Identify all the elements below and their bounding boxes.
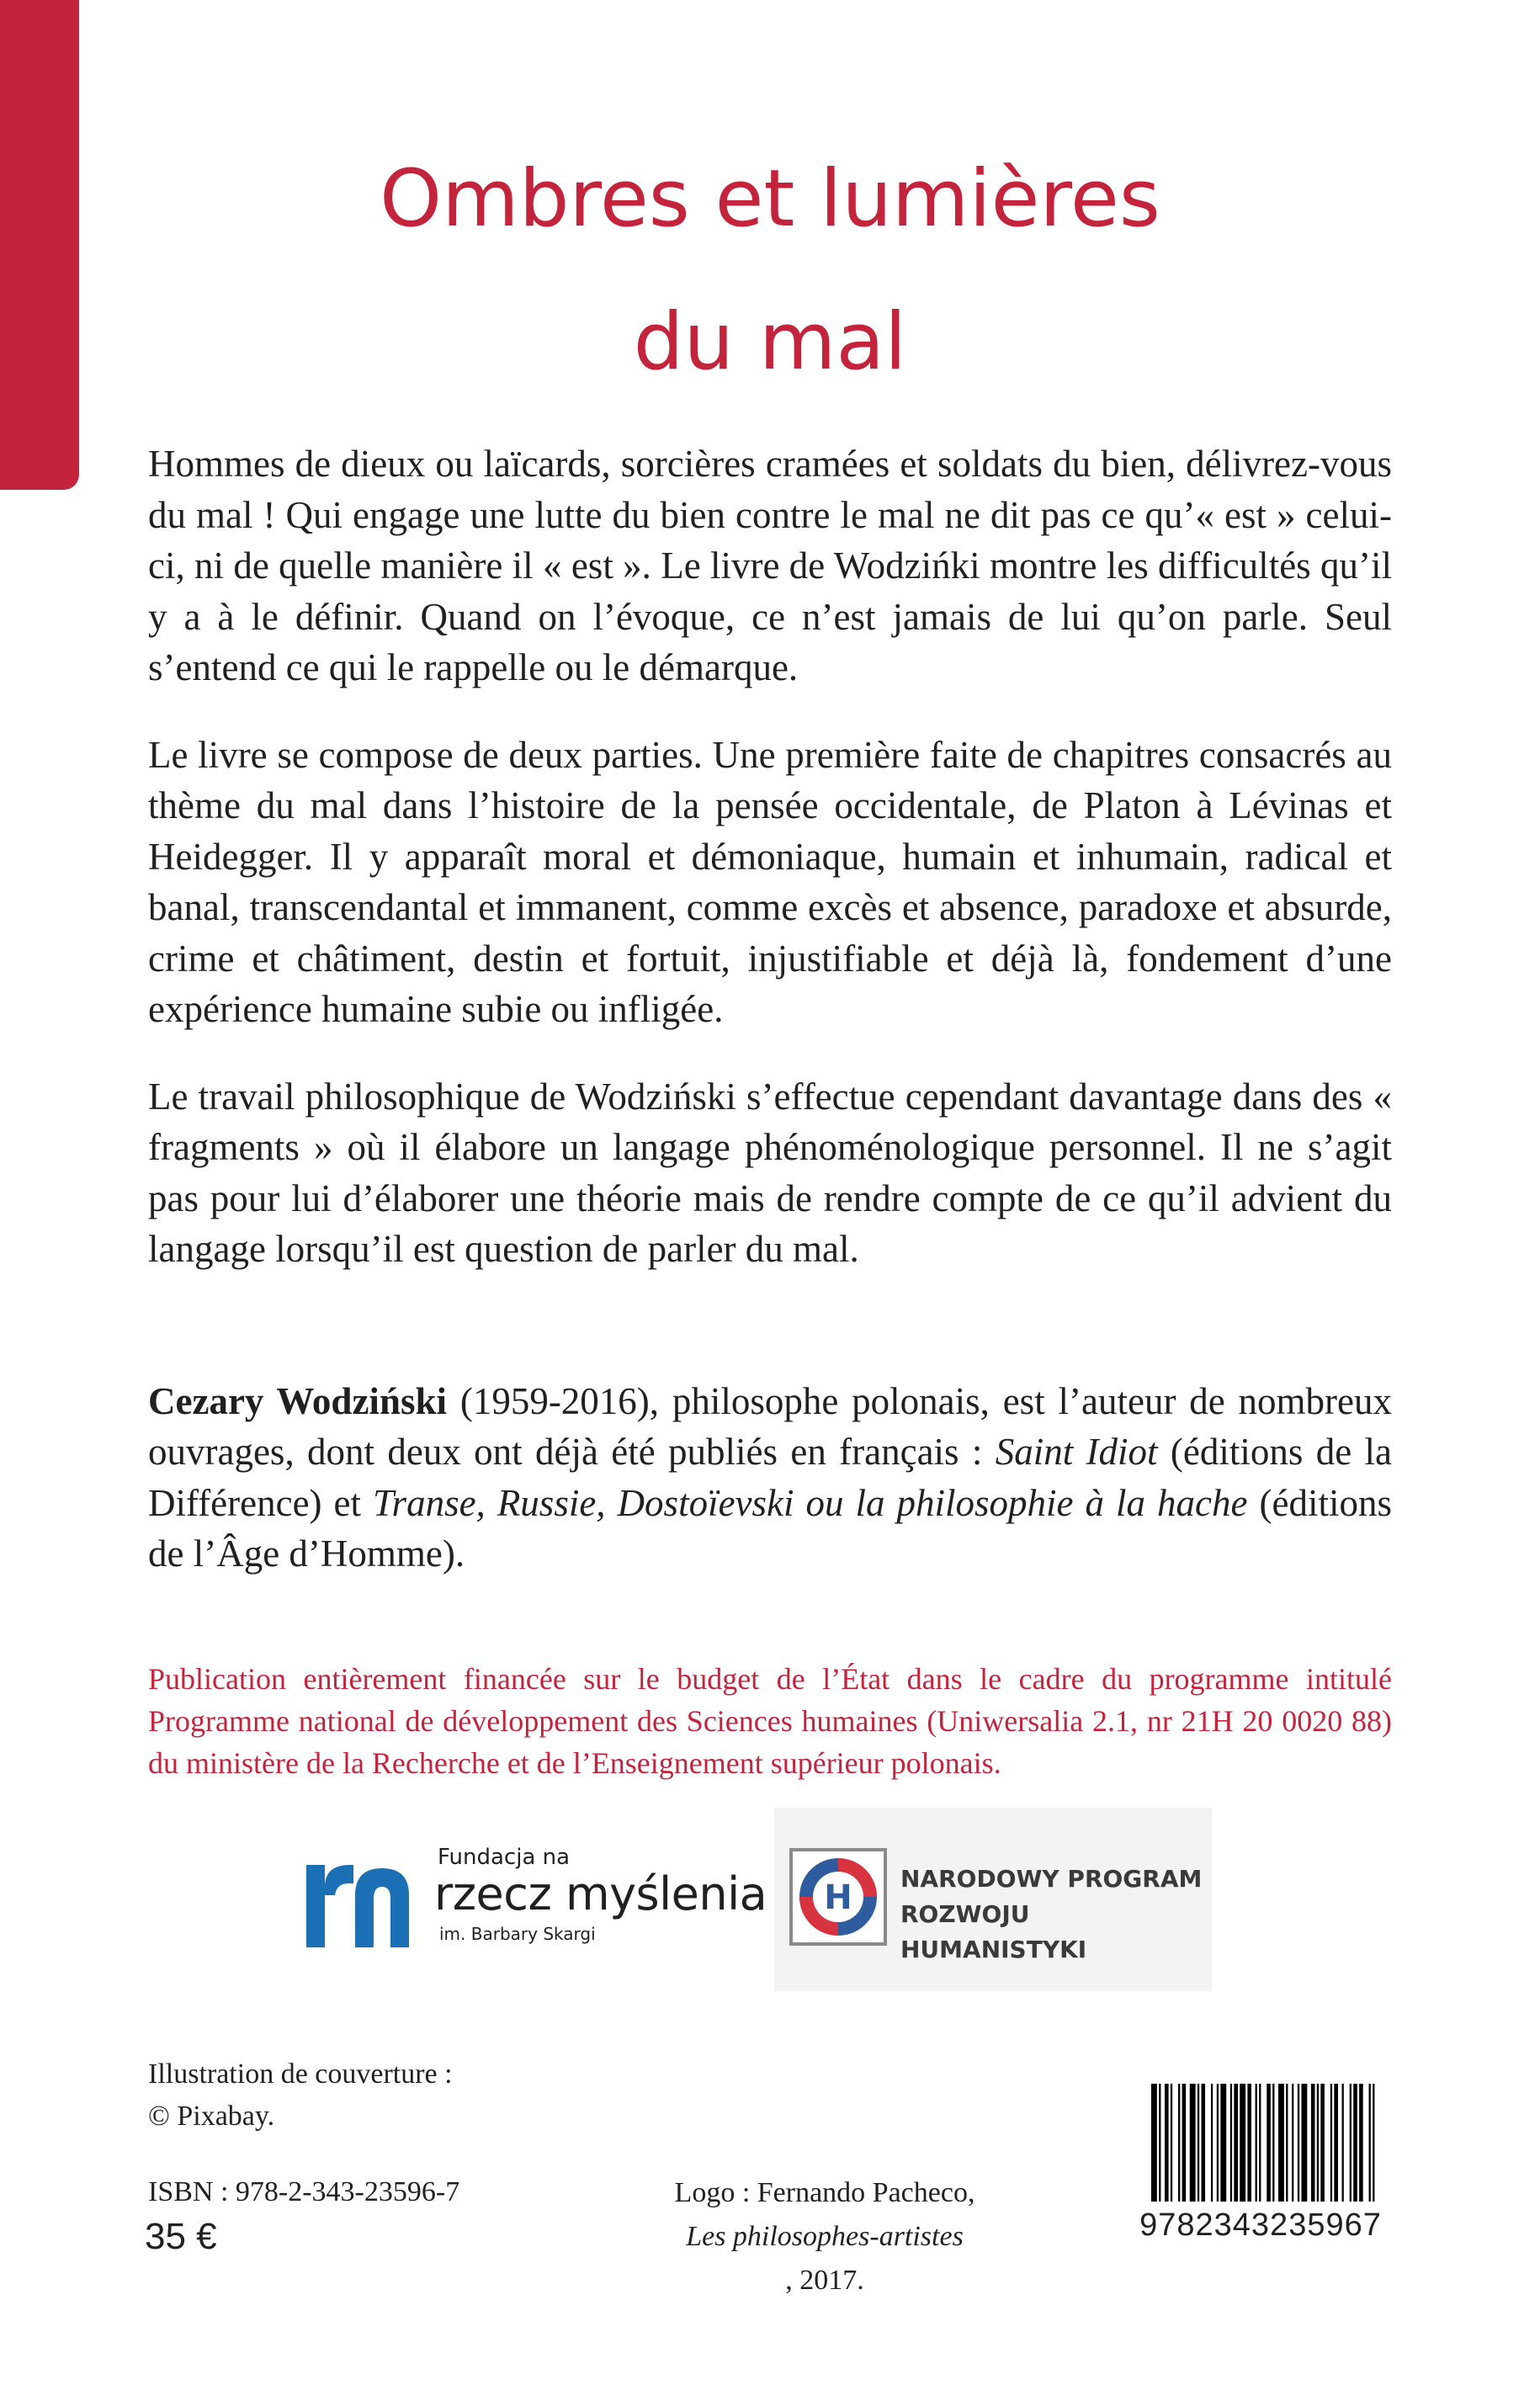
- fundacja-line-2: rzecz myślenia: [434, 1867, 767, 1920]
- logo-credit-line-1: Logo : Fernando Pacheco,: [674, 2177, 975, 2208]
- red-corner-tab: [0, 0, 79, 490]
- summary-paragraph-2: Le livre se compose de deux parties. Une première faite de chapitres consacrés au thème du mal dans l’histoire de la pensée occidentale, de Platon à Lévinas et Heidegger. Il y apparaît moral et démoniaque, humain et inhumain, radical et banal, transcendantal et immanent, comme excès et absence, paradoxe et absurde, crime et châtiment, destin et fortuit, injustifiable et déjà là, fondement d’une expérience humaine subie ou infligée.: [148, 733, 1392, 1030]
- fundacja-line-1: Fundacja na: [438, 1845, 571, 1870]
- bio-text-2: (éditions de la Différence) et: [148, 1431, 1392, 1524]
- nprh-line-1: NARODOWY PROGRAM: [900, 1865, 1203, 1893]
- title-line-1: Ombres et lumières: [380, 153, 1160, 245]
- rm-logo-icon: [303, 1853, 414, 1951]
- funding-notice: Publication entièrement financée sur le budget de l’État dans le cadre du programme intitulé Programme national de développement des Sciences humaines (Uniwersalia 2.1, nr 21H 20 0020 88) du ministère de la Recherche et de l’Enseignement supérieur polonais.: [148, 1661, 1392, 1780]
- summary-paragraph-1: Hommes de dieux ou laïcards, sorcières cramées et soldats du bien, délivrez-vous du mal ! Qui engage une lutte du bien contre le mal ne dit pas ce qu’« est » celui-ci, ni de quelle manière il « est ». Le livre de Wodzińki montre les difficultés qu’il y a à le définir. Quand on l’évoque, ce n’est jamais de lui qu’on parle. Seul s’entend ce qui le rappelle ou le démarque.: [148, 443, 1392, 688]
- logo-credit-year: , 2017.: [785, 2265, 864, 2296]
- book-title-1: Saint Idiot: [995, 1431, 1158, 1473]
- back-cover-text: [148, 438, 1392, 1784]
- fundacja-logo: [303, 1841, 774, 1959]
- bio-text-1: (1959-2016), philosophe polonais, est l’auteur de nombreux ouvrages, dont deux ont déjà été publiés en français :: [148, 1379, 1392, 1473]
- illustration-credit: [148, 2053, 619, 2138]
- nprh-name: [900, 1862, 1212, 1968]
- bio-text-3: (éditions de l’Âge d’Homme).: [148, 1481, 1393, 1575]
- barcode-digits: 9782343235967: [1139, 2207, 1382, 2243]
- book-title: [168, 128, 1372, 414]
- illustration-label: Illustration de couverture :: [148, 2058, 453, 2090]
- logo-credit-title: Les philosophes-artistes: [686, 2221, 964, 2252]
- illustration-source: © Pixabay.: [148, 2101, 275, 2132]
- book-title-2: Transe, Russie, Dostoïevski ou la philosophie à la hache: [373, 1481, 1248, 1524]
- nprh-logo: [774, 1808, 1212, 1991]
- nprh-line-2: ROZWOJU HUMANISTYKI: [900, 1900, 1087, 1963]
- nprh-h-icon: [788, 1846, 889, 1947]
- nprh-icon-letter: H: [824, 1878, 852, 1917]
- summary-paragraph-3: Le travail philosophique de Wodziński s’effectue cependant davantage dans des « fragments » où il élabore un langage phénoménologique personnel. Il ne s’agit pas pour lui d’élaborer une théorie mais de rendre compte de ce qu’il advient du langage lorsqu’il est question de parler du mal.: [148, 1075, 1392, 1270]
- price: 35 €: [145, 2216, 217, 2257]
- author-bio: [148, 1376, 1392, 1580]
- author-name: Cezary Wodziński: [148, 1379, 448, 1422]
- fundacja-line-3: im. Barbary Skargi: [439, 1924, 596, 1944]
- sponsor-logos: [303, 1808, 1229, 1991]
- logo-credit-line-2: [589, 2215, 1060, 2303]
- isbn: ISBN : 978-2-343-23596-7: [148, 2176, 460, 2207]
- title-line-2: du mal: [633, 296, 907, 388]
- logo-credit: [589, 2171, 1060, 2303]
